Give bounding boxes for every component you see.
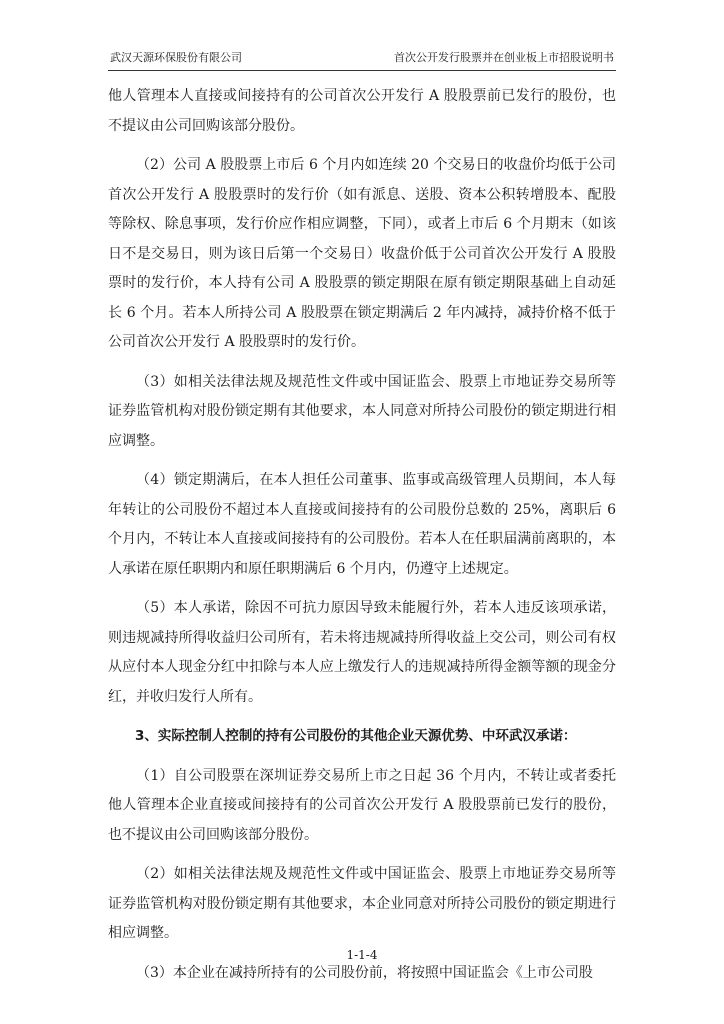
document-body bbox=[108, 82, 616, 998]
paragraph-continuation: 他人管理本人直接或间接持有的公司首次公开发行 A 股股票前已发行的股份，也不提议由公司回购该部分股份。 bbox=[108, 88, 616, 134]
paragraph-sub-item-2: （2）如相关法律法规及规范性文件或中国证监会、股票上市地证券交易所等证券监管机构对股份锁定期有其他要求，本企业同意对所持公司股份的锁定期进行相应调整。 bbox=[108, 866, 616, 941]
header-document-title: 首次公开发行股票并在创业板上市招股说明书 bbox=[394, 51, 614, 64]
page-number: 1-1-4 bbox=[346, 948, 378, 962]
paragraph-item-2: （2）公司 A 股股票上市后 6 个月内如连续 20 个交易日的收盘价均低于公司首次公开发行 A 股股票时的发行价（如有派息、送股、资本公积转增股本、配股等除权、除息事项，发行价应作相应调整，下同），或者上市后 6 个月期末（如该日不是交易日，则为该日后第一个交易日）收盘价低于公司首次公开发行 A 股股票时的发行价，本人持有公司 A 股股票的锁定期限在原有锁定期限基础上自动延长 6 个月。若本人所持公司 A 股股票在锁定期满后 2 年内减持，减持价格不低于公司首次公开发行 A 股股票时的发行价。 bbox=[108, 157, 616, 350]
paragraph-sub-item-1: （1）自公司股票在深圳证券交易所上市之日起 36 个月内，不转让或者委托他人管理本企业直接或间接持有的公司首次公开发行 A 股股票前已发行的股份，也不提议由公司回购该部分股份。 bbox=[108, 767, 616, 843]
page-header bbox=[108, 50, 616, 71]
paragraph-sub-item-3: （3）本企业在减持所持有的公司股份前，将按照中国证监会《上市公司股 bbox=[136, 964, 593, 981]
paragraph-item-3: （3）如相关法律法规及规范性文件或中国证监会、股票上市地证券交易所等证券监管机构对股份锁定期有其他要求，本人同意对所持公司股份的锁定期进行相应调整。 bbox=[108, 373, 616, 449]
section-heading: 3、实际控制人控制的持有公司股份的其他企业天源优势、中环武汉承诺： bbox=[135, 728, 577, 744]
header-company-name: 武汉天源环保股份有限公司 bbox=[110, 51, 242, 64]
paragraph-item-4: （4）锁定期满后，在本人担任公司董事、监事或高级管理人员期间，本人每年转让的公司股份不超过本人直接或间接持有的公司股份总数的 25%，离职后 6 个月内，不转让本人直接或间接持有的公司股份。若本人在任职届满前离职的，本人承诺在原任职期内和原任职期满后 6 个月内，仍遵守上述规定。 bbox=[108, 472, 616, 577]
paragraph-item-5: （5）本人承诺，除因不可抗力原因导致未能履行外，若本人违反该项承诺，则违规减持所得收益归公司所有，若未将违规减持所得收益上交公司，则公司有权从应付本人现金分红中扣除与本人应上缴发行人的违规减持所得金额等额的现金分红，并收归发行人所有。 bbox=[108, 600, 616, 705]
